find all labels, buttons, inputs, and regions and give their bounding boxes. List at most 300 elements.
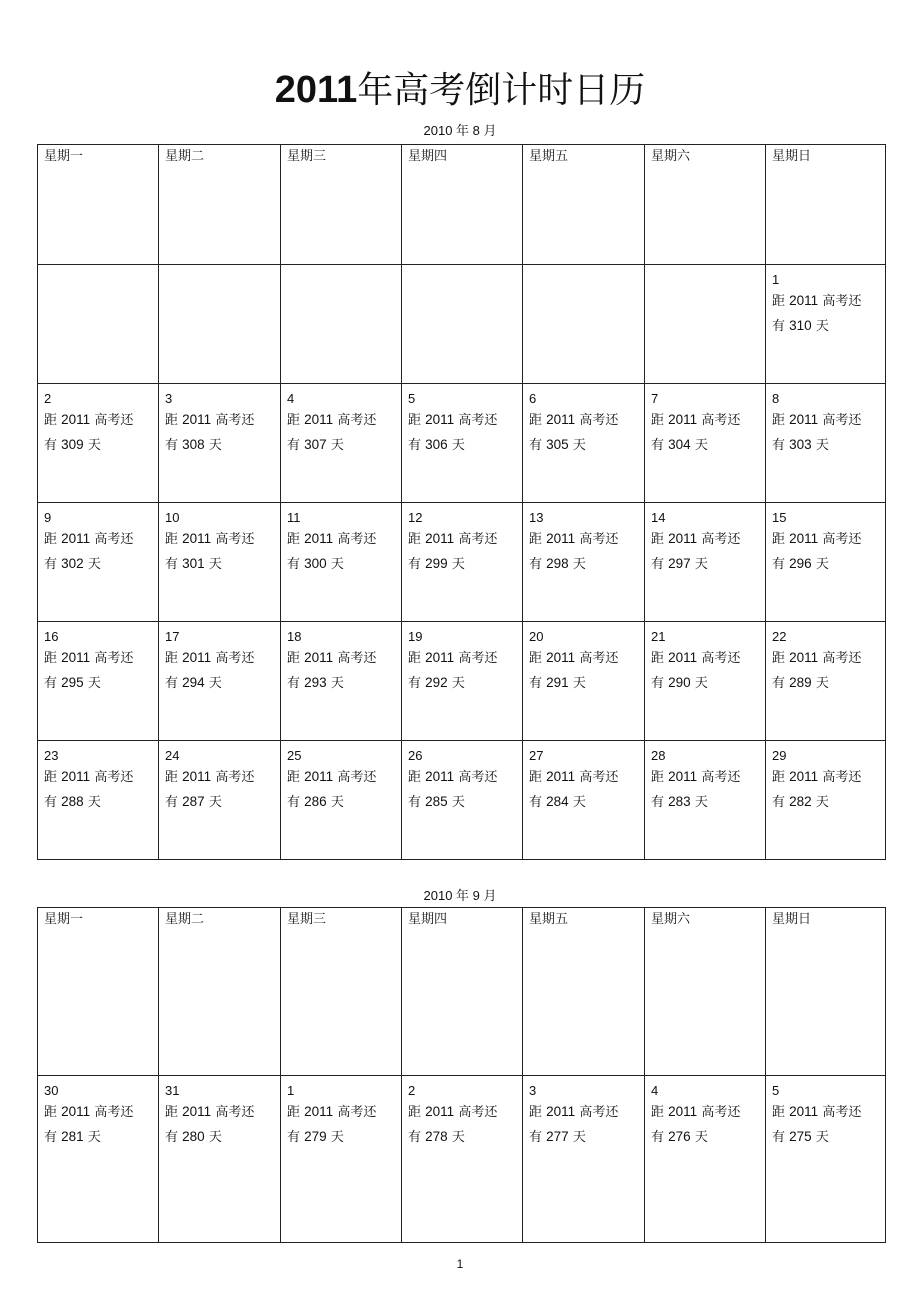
countdown-line-2 — [529, 433, 638, 458]
countdown-have: 有 — [287, 676, 301, 691]
day-content — [281, 503, 401, 577]
weekday-cell — [766, 145, 886, 265]
countdown-have: 有 — [651, 1130, 665, 1145]
day-number: 22 — [772, 629, 787, 644]
countdown-mid: 高考还 — [215, 770, 255, 785]
countdown-year: 2011 — [182, 1104, 212, 1119]
countdown-mid: 高考还 — [458, 651, 498, 666]
day-number: 4 — [287, 391, 295, 406]
countdown-prefix: 距 — [651, 1105, 665, 1120]
day-number: 1 — [287, 1083, 295, 1098]
day-content — [38, 622, 158, 696]
countdown-prefix: 距 — [772, 1105, 786, 1120]
countdown-year: 2011 — [425, 412, 455, 427]
countdown-year: 2011 — [668, 769, 698, 784]
countdown-have: 有 — [408, 1130, 422, 1145]
countdown-year: 2011 — [61, 650, 91, 665]
day-content — [402, 622, 522, 696]
countdown-prefix: 距 — [772, 770, 786, 785]
title-text: 年高考倒计时日历 — [357, 70, 646, 111]
day-content — [523, 503, 644, 577]
countdown-unit: 天 — [451, 438, 465, 453]
countdown-unit: 天 — [815, 676, 829, 691]
countdown-have: 有 — [44, 1130, 58, 1145]
countdown-have: 有 — [651, 557, 665, 572]
countdown-unit: 天 — [694, 438, 708, 453]
weekday-cell — [38, 908, 159, 1076]
day-content — [766, 503, 885, 577]
countdown-mid: 高考还 — [822, 1105, 862, 1120]
countdown-prefix: 距 — [772, 532, 786, 547]
days-remaining: 292 — [425, 675, 448, 690]
weekday-label: 星期一 — [44, 912, 84, 927]
countdown-have: 有 — [529, 795, 543, 810]
countdown-mid: 高考还 — [458, 770, 498, 785]
days-remaining: 291 — [546, 675, 569, 690]
countdown-mid: 高考还 — [215, 532, 255, 547]
countdown-mid: 高考还 — [822, 651, 862, 666]
countdown-year: 2011 — [425, 650, 455, 665]
countdown-line-2 — [529, 552, 638, 577]
countdown-have: 有 — [408, 557, 422, 572]
countdown-year: 2011 — [668, 412, 698, 427]
countdown-prefix: 距 — [44, 770, 58, 785]
weekday-label: 星期日 — [772, 912, 812, 927]
empty-day-cell — [523, 265, 645, 384]
countdown-mid: 高考还 — [337, 651, 377, 666]
countdown-have: 有 — [44, 438, 58, 453]
days-remaining: 304 — [668, 437, 691, 452]
countdown-have: 有 — [408, 676, 422, 691]
countdown-year: 2011 — [182, 412, 212, 427]
weekday-cell — [523, 908, 645, 1076]
countdown-prefix: 距 — [165, 1105, 179, 1120]
countdown-line-2 — [651, 1125, 759, 1150]
countdown-unit: 天 — [572, 676, 586, 691]
day-cell — [281, 503, 402, 622]
countdown-line-2 — [529, 790, 638, 815]
days-remaining: 280 — [182, 1129, 205, 1144]
countdown-line-1 — [529, 765, 638, 790]
countdown-prefix: 距 — [529, 413, 543, 428]
countdown-line-2 — [772, 671, 879, 696]
day-number: 2 — [44, 391, 52, 406]
countdown-line-1 — [44, 765, 152, 790]
day-content — [523, 741, 644, 815]
countdown-line-2 — [529, 1125, 638, 1150]
day-content — [402, 384, 522, 458]
countdown-unit: 天 — [87, 1130, 101, 1145]
day-cell — [645, 384, 766, 503]
day-content — [38, 503, 158, 577]
weekday-label: 星期四 — [408, 912, 448, 927]
countdown-prefix: 距 — [165, 770, 179, 785]
countdown-line-1 — [44, 408, 152, 433]
countdown-prefix: 距 — [44, 413, 58, 428]
countdown-unit: 天 — [208, 676, 222, 691]
countdown-year: 2011 — [304, 412, 334, 427]
countdown-have: 有 — [287, 438, 301, 453]
day-number: 14 — [651, 510, 666, 525]
countdown-year: 2011 — [304, 1104, 334, 1119]
countdown-year: 2011 — [789, 769, 819, 784]
countdown-mid: 高考还 — [701, 1105, 741, 1120]
day-content — [281, 622, 401, 696]
countdown-mid: 高考还 — [701, 413, 741, 428]
countdown-unit: 天 — [694, 1130, 708, 1145]
weekday-cell — [159, 145, 281, 265]
countdown-mid: 高考还 — [579, 1105, 619, 1120]
countdown-line-1 — [287, 1100, 395, 1125]
countdown-mid: 高考还 — [822, 770, 862, 785]
empty-day-cell — [402, 265, 523, 384]
day-cell — [523, 503, 645, 622]
countdown-prefix: 距 — [287, 651, 301, 666]
countdown-line-1 — [287, 765, 395, 790]
countdown-line-2 — [408, 1125, 516, 1150]
countdown-line-2 — [44, 671, 152, 696]
countdown-prefix: 距 — [772, 294, 786, 309]
countdown-line-1 — [529, 646, 638, 671]
countdown-prefix: 距 — [408, 651, 422, 666]
empty-day-cell — [281, 265, 402, 384]
day-content — [159, 741, 280, 815]
countdown-have: 有 — [44, 795, 58, 810]
days-remaining: 309 — [61, 437, 84, 452]
day-cell — [766, 503, 886, 622]
days-remaining: 287 — [182, 794, 205, 809]
countdown-unit: 天 — [572, 795, 586, 810]
page-title — [0, 62, 920, 119]
countdown-mid: 高考还 — [822, 532, 862, 547]
day-number: 30 — [44, 1083, 59, 1098]
days-remaining: 302 — [61, 556, 84, 571]
countdown-line-1 — [651, 527, 759, 552]
day-cell — [281, 1076, 402, 1243]
countdown-prefix: 距 — [529, 651, 543, 666]
day-content — [281, 1076, 401, 1150]
countdown-mid: 高考还 — [337, 1105, 377, 1120]
countdown-have: 有 — [287, 795, 301, 810]
title-year: 2011 — [274, 69, 358, 111]
countdown-line-2 — [651, 433, 759, 458]
countdown-unit: 天 — [694, 557, 708, 572]
days-remaining: 279 — [304, 1129, 327, 1144]
day-number: 18 — [287, 629, 302, 644]
countdown-line-1 — [44, 646, 152, 671]
day-cell — [159, 384, 281, 503]
countdown-have: 有 — [529, 676, 543, 691]
days-remaining: 294 — [182, 675, 205, 690]
countdown-year: 2011 — [425, 531, 455, 546]
day-content — [159, 1076, 280, 1150]
countdown-line-1 — [165, 408, 274, 433]
countdown-prefix: 距 — [529, 532, 543, 547]
countdown-line-2 — [44, 790, 152, 815]
day-cell — [38, 384, 159, 503]
countdown-unit: 天 — [87, 557, 101, 572]
countdown-line-2 — [408, 552, 516, 577]
countdown-line-2 — [408, 671, 516, 696]
days-remaining: 303 — [789, 437, 812, 452]
countdown-line-1 — [44, 527, 152, 552]
calendar-grid-august — [37, 144, 886, 860]
day-content — [38, 741, 158, 815]
countdown-line-1 — [165, 765, 274, 790]
countdown-unit: 天 — [330, 676, 344, 691]
weekday-cell — [523, 145, 645, 265]
days-remaining: 296 — [789, 556, 812, 571]
countdown-have: 有 — [44, 676, 58, 691]
day-number: 3 — [165, 391, 173, 406]
countdown-year: 2011 — [546, 1104, 576, 1119]
countdown-prefix: 距 — [287, 413, 301, 428]
countdown-mid: 高考还 — [822, 294, 862, 309]
weekday-cell — [281, 145, 402, 265]
countdown-year: 2011 — [789, 650, 819, 665]
weekday-cell — [402, 145, 523, 265]
countdown-have: 有 — [772, 1130, 786, 1145]
day-number: 19 — [408, 629, 423, 644]
day-number: 4 — [651, 1083, 659, 1098]
countdown-unit: 天 — [330, 438, 344, 453]
countdown-prefix: 距 — [287, 532, 301, 547]
days-remaining: 282 — [789, 794, 812, 809]
countdown-unit: 天 — [330, 795, 344, 810]
countdown-year: 2011 — [668, 1104, 698, 1119]
days-remaining: 308 — [182, 437, 205, 452]
week-row — [38, 1076, 886, 1243]
countdown-line-2 — [165, 552, 274, 577]
countdown-prefix: 距 — [165, 413, 179, 428]
countdown-unit: 天 — [694, 795, 708, 810]
countdown-line-2 — [165, 671, 274, 696]
countdown-line-1 — [651, 1100, 759, 1125]
countdown-have: 有 — [165, 795, 179, 810]
countdown-mid: 高考还 — [337, 532, 377, 547]
weekday-cell — [159, 908, 281, 1076]
countdown-year: 2011 — [546, 412, 576, 427]
day-cell — [402, 622, 523, 741]
day-content — [159, 622, 280, 696]
countdown-year: 2011 — [789, 412, 819, 427]
day-content — [523, 384, 644, 458]
day-cell — [645, 741, 766, 860]
month-caption-september: 2010 年 9 月 — [423, 888, 497, 903]
weekday-label: 星期五 — [529, 912, 569, 927]
day-number: 7 — [651, 391, 659, 406]
days-remaining: 307 — [304, 437, 327, 452]
countdown-line-1 — [408, 527, 516, 552]
countdown-line-1 — [529, 1100, 638, 1125]
weekday-label: 星期五 — [529, 149, 569, 164]
weekday-header-row — [38, 908, 886, 1076]
countdown-line-1 — [408, 646, 516, 671]
day-content — [766, 384, 885, 458]
countdown-mid: 高考还 — [579, 770, 619, 785]
days-remaining: 310 — [789, 318, 812, 333]
countdown-prefix: 距 — [408, 1105, 422, 1120]
days-remaining: 295 — [61, 675, 84, 690]
day-cell — [645, 1076, 766, 1243]
countdown-mid: 高考还 — [458, 1105, 498, 1120]
week-row — [38, 622, 886, 741]
countdown-line-2 — [651, 790, 759, 815]
countdown-line-1 — [651, 765, 759, 790]
weekday-cell — [402, 908, 523, 1076]
days-remaining: 306 — [425, 437, 448, 452]
countdown-unit: 天 — [572, 557, 586, 572]
countdown-mid: 高考还 — [94, 1105, 134, 1120]
countdown-line-1 — [772, 765, 879, 790]
day-cell — [766, 741, 886, 860]
countdown-unit: 天 — [208, 1130, 222, 1145]
day-cell — [38, 622, 159, 741]
day-number: 11 — [287, 510, 301, 525]
day-cell — [766, 622, 886, 741]
day-number: 16 — [44, 629, 59, 644]
countdown-line-2 — [44, 552, 152, 577]
countdown-mid: 高考还 — [337, 413, 377, 428]
day-content — [281, 741, 401, 815]
countdown-line-1 — [287, 527, 395, 552]
day-content — [645, 622, 765, 696]
countdown-year: 2011 — [546, 650, 576, 665]
countdown-line-2 — [165, 1125, 274, 1150]
day-content — [523, 1076, 644, 1150]
weekday-cell — [766, 908, 886, 1076]
countdown-line-2 — [165, 790, 274, 815]
countdown-line-2 — [408, 433, 516, 458]
days-remaining: 276 — [668, 1129, 691, 1144]
countdown-prefix: 距 — [287, 1105, 301, 1120]
day-number: 12 — [408, 510, 423, 525]
day-content — [523, 622, 644, 696]
countdown-have: 有 — [651, 438, 665, 453]
weekday-label: 星期三 — [287, 912, 327, 927]
days-remaining: 286 — [304, 794, 327, 809]
countdown-unit: 天 — [451, 1130, 465, 1145]
countdown-year: 2011 — [789, 531, 819, 546]
day-content — [402, 503, 522, 577]
countdown-line-1 — [165, 1100, 274, 1125]
weekday-label: 星期一 — [44, 149, 84, 164]
countdown-line-2 — [44, 1125, 152, 1150]
countdown-unit: 天 — [87, 438, 101, 453]
countdown-have: 有 — [165, 557, 179, 572]
countdown-line-2 — [287, 671, 395, 696]
day-number: 10 — [165, 510, 180, 525]
day-number: 21 — [651, 629, 666, 644]
countdown-prefix: 距 — [651, 651, 665, 666]
countdown-have: 有 — [165, 438, 179, 453]
days-remaining: 288 — [61, 794, 84, 809]
countdown-line-1 — [651, 408, 759, 433]
countdown-unit: 天 — [87, 795, 101, 810]
countdown-year: 2011 — [425, 769, 455, 784]
countdown-line-1 — [408, 765, 516, 790]
countdown-year: 2011 — [546, 769, 576, 784]
empty-day-cell — [645, 265, 766, 384]
day-cell — [523, 741, 645, 860]
day-content — [645, 741, 765, 815]
countdown-prefix: 距 — [408, 770, 422, 785]
countdown-prefix: 距 — [408, 532, 422, 547]
day-content — [645, 1076, 765, 1150]
day-number: 13 — [529, 510, 544, 525]
countdown-year: 2011 — [304, 650, 334, 665]
countdown-line-1 — [287, 646, 395, 671]
day-number: 5 — [408, 391, 416, 406]
countdown-line-1 — [408, 408, 516, 433]
day-number: 9 — [44, 510, 52, 525]
day-cell — [645, 622, 766, 741]
day-content — [645, 503, 765, 577]
countdown-year: 2011 — [668, 650, 698, 665]
day-cell — [645, 503, 766, 622]
day-cell — [159, 622, 281, 741]
countdown-have: 有 — [772, 319, 786, 334]
day-cell — [159, 1076, 281, 1243]
countdown-mid: 高考还 — [822, 413, 862, 428]
countdown-line-1 — [772, 289, 879, 314]
countdown-mid: 高考还 — [94, 770, 134, 785]
days-remaining: 281 — [61, 1129, 84, 1144]
weekday-label: 星期二 — [165, 912, 205, 927]
countdown-unit: 天 — [572, 1130, 586, 1145]
countdown-year: 2011 — [61, 769, 91, 784]
countdown-line-1 — [651, 646, 759, 671]
day-content — [159, 384, 280, 458]
countdown-line-2 — [287, 433, 395, 458]
countdown-unit: 天 — [815, 319, 829, 334]
day-number: 6 — [529, 391, 537, 406]
countdown-prefix: 距 — [772, 413, 786, 428]
day-content — [766, 1076, 885, 1150]
empty-day-cell — [38, 265, 159, 384]
countdown-unit: 天 — [208, 438, 222, 453]
countdown-year: 2011 — [304, 531, 334, 546]
countdown-line-1 — [408, 1100, 516, 1125]
countdown-mid: 高考还 — [458, 413, 498, 428]
day-number: 26 — [408, 748, 423, 763]
countdown-mid: 高考还 — [579, 651, 619, 666]
countdown-unit: 天 — [208, 557, 222, 572]
countdown-prefix: 距 — [772, 651, 786, 666]
day-number: 24 — [165, 748, 180, 763]
countdown-prefix: 距 — [408, 413, 422, 428]
weekday-label: 星期四 — [408, 149, 448, 164]
day-cell — [159, 503, 281, 622]
countdown-mid: 高考还 — [94, 413, 134, 428]
weekday-cell — [38, 145, 159, 265]
countdown-line-2 — [44, 433, 152, 458]
day-number: 8 — [772, 391, 780, 406]
countdown-year: 2011 — [789, 293, 819, 308]
countdown-prefix: 距 — [165, 532, 179, 547]
countdown-mid: 高考还 — [701, 651, 741, 666]
countdown-line-1 — [44, 1100, 152, 1125]
weekday-label: 星期三 — [287, 149, 327, 164]
day-content — [766, 741, 885, 815]
countdown-year: 2011 — [182, 531, 212, 546]
countdown-prefix: 距 — [287, 770, 301, 785]
countdown-have: 有 — [408, 438, 422, 453]
weekday-label: 星期六 — [651, 912, 691, 927]
countdown-unit: 天 — [330, 557, 344, 572]
countdown-line-2 — [651, 552, 759, 577]
countdown-mid: 高考还 — [94, 651, 134, 666]
